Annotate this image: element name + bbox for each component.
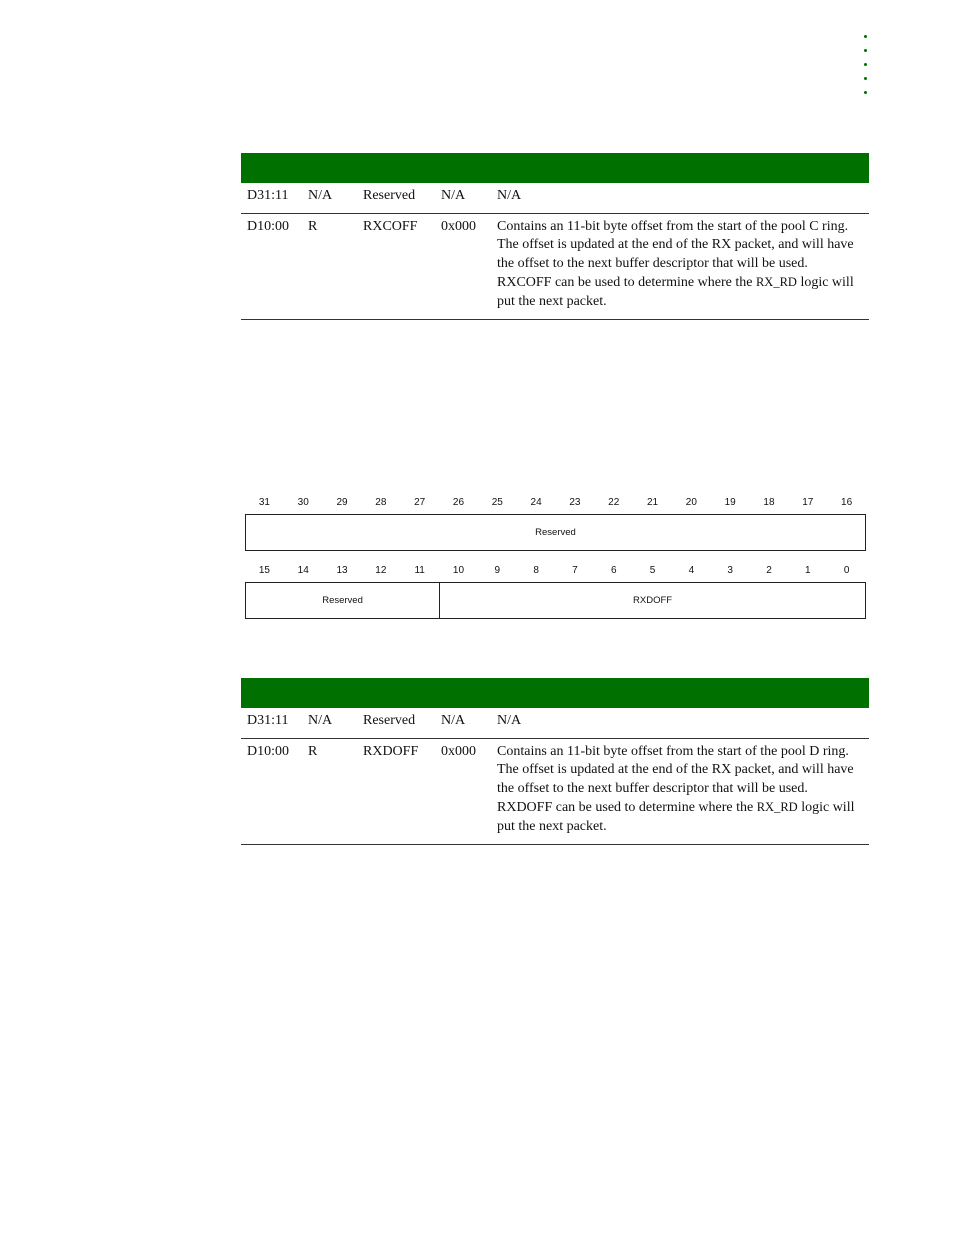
bit-number: 6 (610, 565, 617, 576)
bit-number: 7 (572, 565, 578, 576)
margin-dot (864, 49, 867, 52)
bit-number: 2 (766, 565, 772, 576)
lower-bit-numbers (245, 564, 866, 578)
description-cell: Contains an 11-bit byte offset from the start of the pool C ring. The offset is updated at the end of the RX packet, and will have the offset to the next buffer descriptor that will be used. RXCOFF can be used to determine where the RX_RD logic will put the next packet. (491, 213, 869, 319)
register-bit-map-lower (245, 564, 866, 619)
bit-number: 21 (646, 497, 659, 508)
bit-number: 10 (452, 565, 465, 576)
reserved-field: Reserved (535, 527, 576, 538)
bit-number: 17 (802, 497, 814, 508)
bit-number: 12 (375, 565, 387, 576)
description-cell: N/A (491, 183, 869, 213)
bit-number: 20 (685, 497, 697, 508)
table-row (241, 708, 869, 738)
default-cell: 0x000 (435, 213, 491, 319)
bit-number: 4 (688, 565, 695, 576)
bit-number: 11 (414, 565, 425, 576)
register-bit-map (245, 496, 866, 551)
bit-number: 31 (258, 497, 270, 508)
bits-cell: D10:00 (241, 213, 302, 319)
register-table-pool-c (241, 153, 869, 320)
access-cell: R (302, 213, 357, 319)
signal-name: RX_RD (755, 275, 797, 290)
default-cell: 0x000 (435, 738, 491, 844)
bit-number: 28 (375, 497, 387, 508)
lower-field-row (245, 582, 866, 619)
bit-number: 24 (530, 497, 542, 508)
table-header-bar (241, 678, 869, 708)
margin-dot (864, 77, 867, 80)
bits-cell: D31:11 (241, 183, 302, 213)
bit-number: 25 (491, 497, 503, 508)
bit-number: 0 (843, 565, 850, 576)
bit-number: 1 (805, 565, 811, 576)
access-cell: R (302, 738, 357, 844)
bit-number: 15 (258, 565, 270, 576)
bit-number: 26 (452, 497, 465, 508)
description-cell: Contains an 11-bit byte offset from the start of the pool D ring. The offset is updated at the end of the RX packet, and will have the offset to the next buffer descriptor that will be used. RXDOFF can be used to determine where the RX_RD logic will put the next packet. (491, 738, 869, 844)
bit-number: 13 (336, 565, 348, 576)
bit-number: 27 (414, 497, 426, 508)
name-cell: RXCOFF (357, 213, 435, 319)
bit-number: 18 (763, 497, 775, 508)
bit-number: 14 (297, 565, 309, 576)
upper-bit-numbers (245, 496, 866, 510)
bits-cell: D10:00 (241, 738, 302, 844)
description-cell: N/A (491, 708, 869, 738)
bit-number: 8 (533, 565, 539, 576)
bit-number: 29 (336, 497, 348, 508)
margin-dot (864, 91, 867, 94)
signal-name: RX_RD (756, 800, 798, 815)
margin-dot (864, 35, 867, 38)
bit-number: 30 (297, 497, 309, 508)
register-table-pool-d (241, 678, 869, 845)
bit-number: 16 (841, 497, 853, 508)
table-row (241, 738, 869, 844)
margin-dot (864, 63, 867, 66)
table-header-bar (241, 153, 869, 183)
reserved-field: Reserved (322, 595, 363, 606)
access-cell: N/A (302, 708, 357, 738)
default-cell: N/A (435, 183, 491, 213)
margin-dots (864, 35, 870, 105)
default-cell: N/A (435, 708, 491, 738)
bit-number: 19 (724, 497, 736, 508)
name-cell: Reserved (357, 183, 435, 213)
name-cell: Reserved (357, 708, 435, 738)
name-cell: RXDOFF (357, 738, 435, 844)
upper-field-row (245, 514, 866, 551)
bit-number: 22 (608, 497, 620, 508)
table-row (241, 213, 869, 319)
rxdoff-field: RXDOFF (439, 583, 865, 618)
bit-number: 5 (649, 565, 656, 576)
bit-number: 3 (727, 565, 733, 576)
table-row (241, 183, 869, 213)
access-cell: N/A (302, 183, 357, 213)
bit-number: 9 (494, 565, 501, 576)
bit-number: 23 (569, 497, 581, 508)
bits-cell: D31:11 (241, 708, 302, 738)
